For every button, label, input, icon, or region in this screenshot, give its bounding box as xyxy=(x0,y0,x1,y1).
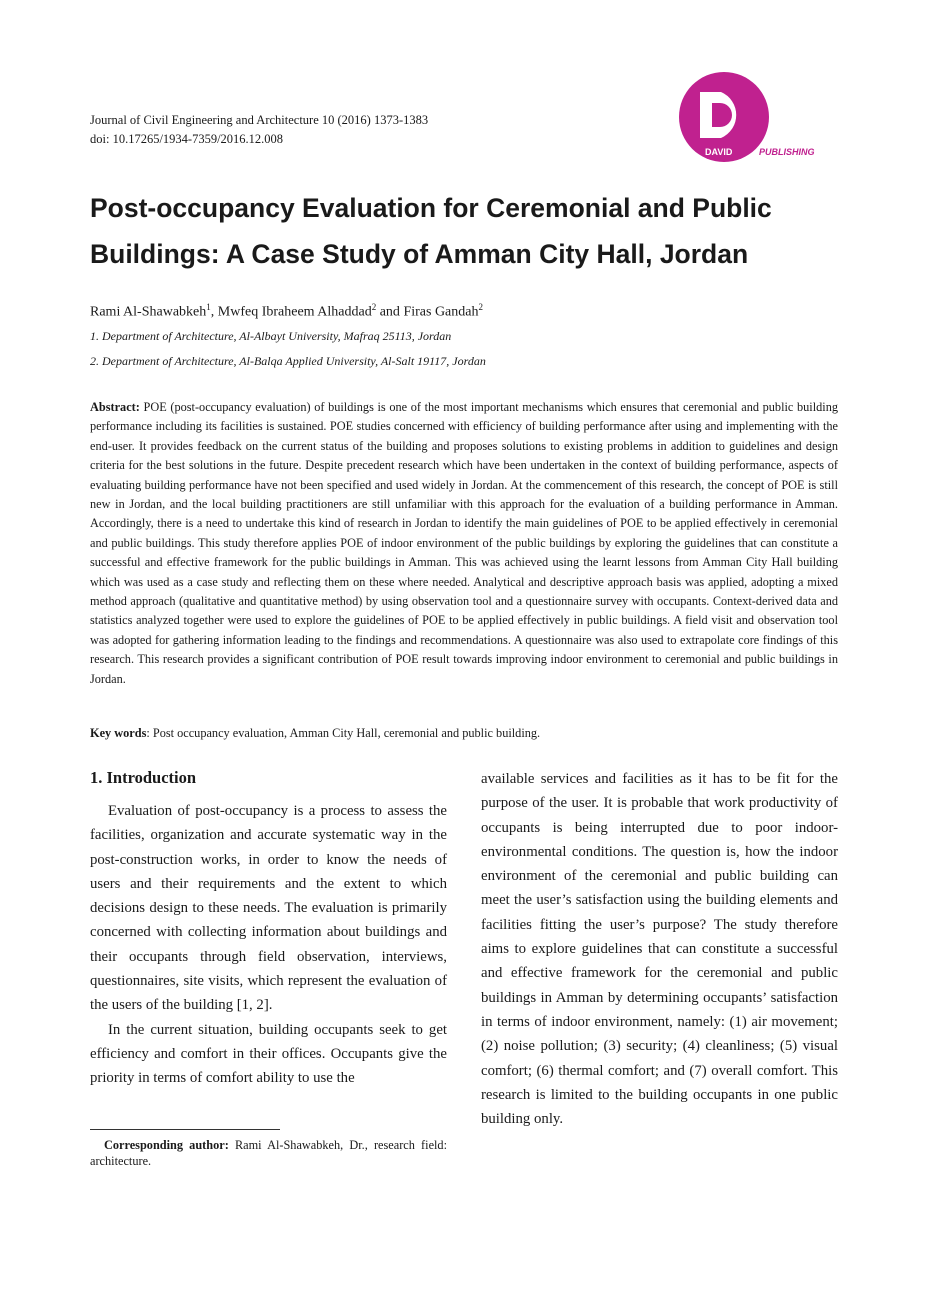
author-separator: and xyxy=(376,304,404,320)
abstract-label: Abstract: xyxy=(90,400,140,414)
intro-paragraph-2-continued: available services and facilities as it has to be fit for the purpose of the user. It is probable that work productivity of occupants is being interrupted due to poor indoor-environmental conditions. The question is, how the indoor environment of the ceremonial and public building can meet the user’s satisfaction using the building elements and facilities fitting the user’s purpose? The study therefore aims to explore guidelines that can constitute a successful and effective framework for the ceremonial and public buildings in Amman by determining occupants’ satisfaction in terms of indoor environment, namely: (1) air movement; (2) noise pollution; (3) security; (4) cleanliness; (5) visual comfort; (6) thermal comfort; and (7) overall comfort. This research is limited to the building occupants in one public building only. xyxy=(481,771,838,1128)
right-column xyxy=(481,767,838,1131)
intro-paragraph-2: In the current situation, building occupants seek to get efficiency and comfort in their offices. Occupants give the priority in terms of comfort ability to use the xyxy=(90,1021,447,1087)
affiliation-1: 1. Department of Architecture, Al-Albayt University, Mafraq 25113, Jordan xyxy=(90,329,452,343)
keywords-label: Key words xyxy=(90,726,147,740)
author-2: Mwfeq Ibraheem Alhaddad xyxy=(217,304,372,320)
author-1-affiliation: 1 xyxy=(206,302,211,312)
david-publishing-logo xyxy=(675,72,850,162)
journal-header xyxy=(90,111,428,149)
left-column xyxy=(90,767,447,1091)
author-2-affiliation: 2 xyxy=(371,302,377,312)
logo-word-publishing: PUBLISHING xyxy=(759,147,815,157)
logo-word-david: DAVID xyxy=(705,147,733,157)
affiliation-2: 2. Department of Architecture, Al-Balqa Applied University, Al-Salt 19117, Jordan xyxy=(90,354,486,368)
intro-paragraph-1: Evaluation of post-occupancy is a process to assess the facilities, organization and accurate systematic way in the post-construction works, in order to know the needs of users and their requirements and the extent to which decisions design to these needs. The evaluation is primarily concerned with collecting information about buildings and their occupants through field observation, interviews, questionnaires, site visits, which represent the evaluation of the users of the building [1, 2]. xyxy=(90,803,447,1014)
author-1: Rami Al-Shawabkeh xyxy=(90,304,207,320)
section-heading-introduction: 1. Introduction xyxy=(90,768,197,787)
author-3: Firas Gandah xyxy=(403,304,479,320)
keywords-text: : Post occupancy evaluation, Amman City Hall, ceremonial and public building. xyxy=(146,726,541,740)
paper-title: Post-occupancy Evaluation for Ceremonial and Public Buildings: A Case Study of Amman City Hall, Jordan xyxy=(90,193,772,269)
corresponding-author-footnote xyxy=(90,1137,447,1169)
author-separator: , xyxy=(210,304,218,320)
doi: doi: 10.17265/1934-7359/2016.12.008 xyxy=(90,132,284,146)
footnote-label: Corresponding author: xyxy=(104,1138,229,1152)
author-3-affiliation: 2 xyxy=(478,302,483,312)
footnote-divider xyxy=(90,1129,280,1130)
abstract-text: POE (post-occupancy evaluation) of buildings is one of the most important mechanisms which ensures that ceremonial and public building performance including its facilities is sustained. POE studies concerned with efficiency of building performance after using and implementing with the end-user. It provides feedback on the current status of the building and proposes solutions to existing problems in addition to guidelines and design criteria for the best solutions in the future. Despite precedent research which have been undertaken in the context of building performance, aspects of evaluating building performance have not been specified and used widely in Jordan. At the commencement of this research, the concept of POE is still new in Jordan, and the local building practitioners are still unfamiliar with this approach for the evaluation of a building performance in Amman. Accordingly, there is a need to undertake this kind of research in Jordan to identify the main guidelines of POE to be applied effectively in ceremonial and public buildings. This study therefore applies POE of indoor environment of the public buildings by exploring the guidelines that can constitute a successful and effective framework for the public buildings in Amman. This was achieved using the learnt lessons from Amman City Hall building which was used as a case study and reflecting them on these where needed. Analytical and descriptive approach basis was applied, adopting a mixed method approach (qualitative and quantitative method) by using observation tool and a questionnaire survey with occupants. Context-derived data and statistics analyzed together were used to explore the guidelines of POE to be applied effectively in public buildings. A field visit and observation tool was adopted for gathering information leading to the findings and recommendations. A questionnaire was also used to extrapolate core findings of this research. This research provides a significant contribution of POE result towards improving indoor environment to ceremonial and public buildings in Jordan. xyxy=(90,400,838,686)
author-list xyxy=(90,302,483,321)
footnote-text: Rami Al-Shawabkeh, Dr., research field: architecture. xyxy=(90,1138,448,1168)
abstract xyxy=(90,398,838,689)
journal-citation: Journal of Civil Engineering and Architecture 10 (2016) 1373-1383 xyxy=(90,113,429,127)
keywords xyxy=(90,726,540,741)
